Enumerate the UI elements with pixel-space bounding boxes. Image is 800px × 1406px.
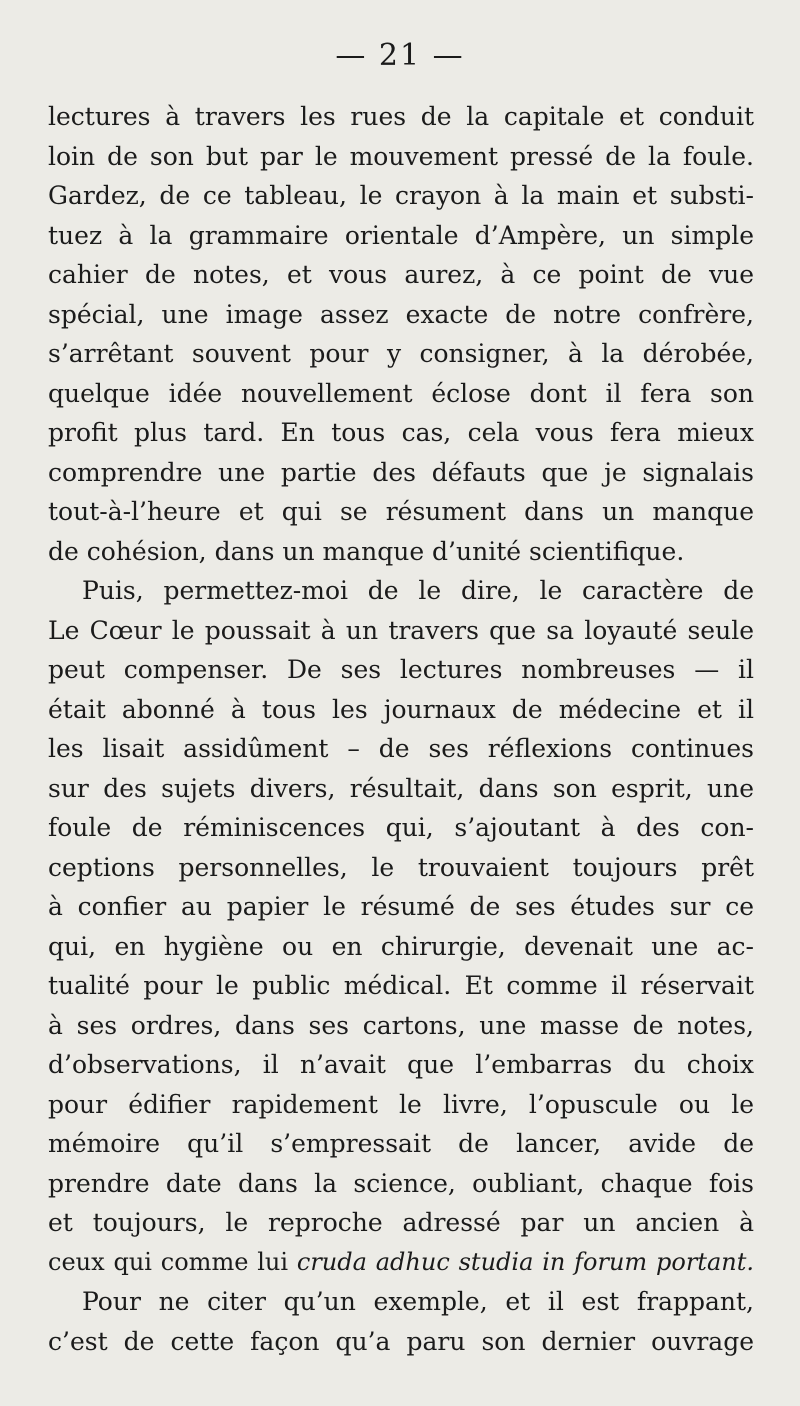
page-number: — 21 — — [335, 38, 465, 73]
text-line: d’observations, il n’avait que l’embarras du choix — [48, 1050, 754, 1079]
text-line: à confier au papier le résumé de ses études sur ce — [48, 892, 754, 921]
text-line: sur des sujets divers, résultait, dans son esprit, une — [48, 773, 754, 803]
text-line: qui, en hygiène ou en chirurgie, devenait une ac- — [48, 931, 754, 961]
text-line: loin de son but par le mouvement pressé de la foule. — [48, 141, 754, 171]
text-line: cahier de notes, et vous aurez, à ce point de vue — [48, 260, 754, 289]
quote-prefix: ceux qui comme lui — [48, 1247, 297, 1276]
text-line: tualité pour le public médical. Et comme il réservait — [48, 971, 754, 1000]
text-line: s’arrêtant souvent pour y consigner, à la dérobée, — [48, 339, 754, 368]
text-line: et toujours, le reproche adressé par un ancien à — [48, 1208, 754, 1237]
text-line: spécial, une image assez exacte de notre confrère, — [48, 299, 754, 329]
text-line: Gardez, de ce tableau, le crayon à la main et substi- — [48, 181, 754, 210]
text-line: peut compenser. De ses lectures nombreuses — il — [48, 655, 754, 684]
quote-line — [48, 1243, 754, 1283]
paragraph-end-line: de cohésion, dans un manque d’unité scientifique. — [48, 536, 685, 566]
text-line: profit plus tard. En tous cas, cela vous fera mieux — [48, 418, 754, 447]
text-line: les lisait assidûment – de ses réflexions continues — [48, 734, 754, 763]
text-line: tuez à la grammaire orientale d’Ampère, un simple — [48, 220, 754, 250]
text-line: foule de réminiscences qui, s’ajoutant à des con- — [48, 813, 754, 842]
text-line: mémoire qu’il s’empressait de lancer, avide de — [48, 1129, 754, 1158]
text-line: tout-à-l’heure et qui se résument dans un manque — [48, 497, 754, 526]
body-text — [48, 97, 754, 1361]
text-line: à ses ordres, dans ses cartons, une masse de notes, — [48, 1010, 754, 1040]
text-line: c’est de cette façon qu’a paru son dernier ouvrage — [48, 1326, 754, 1356]
text-line: lectures à travers les rues de la capitale et conduit — [48, 102, 754, 131]
paragraph-start-line: Puis, permettez-moi de le dire, le caractère de — [82, 576, 754, 605]
text-line: Le Cœur le poussait à un travers que sa loyauté seule — [48, 615, 754, 645]
text-line: comprendre une partie des défauts que je signalais — [48, 457, 754, 487]
latin-quote: cruda adhuc studia in forum portant. — [296, 1247, 754, 1276]
text-line: pour édifier rapidement le livre, l’opuscule ou le — [48, 1089, 754, 1119]
text-line: quelque idée nouvellement éclose dont il fera son — [48, 378, 754, 408]
text-line: ceptions personnelles, le trouvaient toujours prêt — [48, 852, 754, 882]
text-line: prendre date dans la science, oubliant, chaque fois — [48, 1168, 754, 1198]
paragraph-start-line: Pour ne citer qu’un exemple, et il est frappant, — [82, 1287, 754, 1316]
text-line: était abonné à tous les journaux de médecine et il — [48, 694, 754, 724]
